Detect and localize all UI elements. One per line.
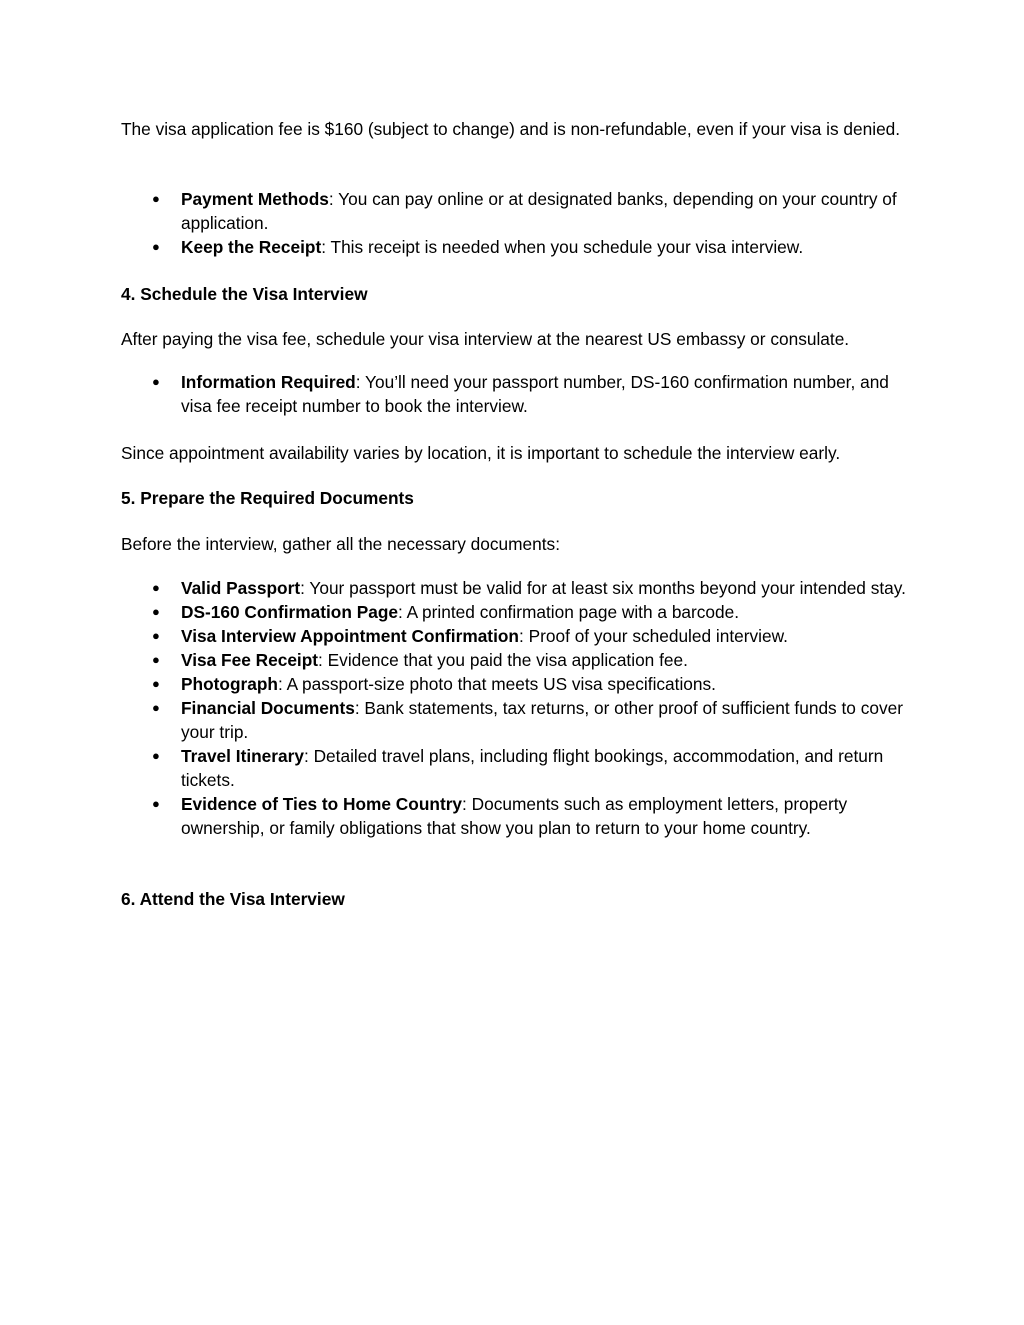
- bullet-icon: ●: [152, 374, 160, 389]
- section-6-heading: 6. Attend the Visa Interview: [121, 889, 345, 909]
- list-item: [121, 370, 911, 418]
- section-4-paragraph: After paying the visa fee, schedule your visa interview at the nearest US embassy or consulate.: [121, 329, 850, 349]
- bullet-icon: ●: [152, 191, 160, 206]
- bullet-text: : Bank statements, tax returns, or other proof of sufficient funds to cover your trip.: [181, 698, 903, 742]
- bullet-term: Keep the Receipt: [181, 237, 322, 257]
- bullet-text: : Your passport must be valid for at least six months beyond your intended stay.: [300, 578, 906, 598]
- bullet-term: Payment Methods: [181, 189, 329, 209]
- bullet-term: Photograph: [181, 674, 278, 694]
- bullet-term: Travel Itinerary: [181, 746, 304, 766]
- bullet-text: : Detailed travel plans, including flight bookings, accommodation, and return tickets.: [181, 746, 884, 790]
- bullet-term: Information Required: [181, 372, 356, 392]
- bullet-text: : Evidence that you paid the visa application fee.: [318, 650, 688, 670]
- list-item: [121, 187, 911, 235]
- bullet-term: Evidence of Ties to Home Country: [181, 794, 463, 814]
- bullet-text: : This receipt is needed when you schedule your visa interview.: [321, 237, 804, 257]
- section-5-bullet-list: [121, 576, 911, 840]
- fee-bullet-list: [121, 187, 911, 259]
- bullet-term: Visa Interview Appointment Confirmation: [181, 626, 519, 646]
- bullet-term: DS-160 Confirmation Page: [181, 602, 399, 622]
- bullet-icon: ●: [152, 580, 160, 595]
- bullet-text: : You can pay online or at designated banks, depending on your country of application.: [181, 189, 897, 233]
- bullet-icon: ●: [152, 796, 160, 811]
- section-5-heading: 5. Prepare the Required Documents: [121, 488, 414, 508]
- bullet-text: : A passport-size photo that meets US visa specifications.: [277, 674, 716, 694]
- fee-paragraph: The visa application fee is $160 (subject to change) and is non-refundable, even if your visa is denied.: [121, 119, 901, 139]
- bullet-icon: ●: [152, 628, 160, 643]
- list-item: [121, 648, 911, 672]
- bullet-icon: ●: [152, 676, 160, 691]
- list-item: [121, 672, 911, 696]
- bullet-icon: ●: [152, 700, 160, 715]
- list-item: [121, 744, 911, 792]
- bullet-text: : You’ll need your passport number, DS-160 confirmation number, and visa fee receipt number to book the interview.: [181, 372, 889, 416]
- list-item: [121, 576, 911, 600]
- list-item: [121, 792, 911, 840]
- bullet-text: : Proof of your scheduled interview.: [518, 626, 788, 646]
- bullet-icon: ●: [152, 652, 160, 667]
- list-item: [121, 696, 911, 744]
- list-item: [121, 600, 911, 624]
- section-4-closing: Since appointment availability varies by location, it is important to schedule the interview early.: [121, 443, 841, 463]
- bullet-icon: ●: [152, 748, 160, 763]
- bullet-icon: ●: [152, 604, 160, 619]
- bullet-term: Valid Passport: [181, 578, 301, 598]
- list-item: [121, 235, 911, 259]
- bullet-term: Visa Fee Receipt: [181, 650, 319, 670]
- bullet-icon: ●: [152, 239, 160, 254]
- section-4-heading: 4. Schedule the Visa Interview: [121, 284, 368, 304]
- section-4-bullet-list: [121, 370, 911, 418]
- list-item: [121, 624, 911, 648]
- bullet-text: : Documents such as employment letters, property ownership, or family obligations that show you plan to return to your home country.: [181, 794, 848, 838]
- bullet-term: Financial Documents: [181, 698, 355, 718]
- bullet-text: : A printed confirmation page with a barcode.: [398, 602, 740, 622]
- section-5-paragraph: Before the interview, gather all the necessary documents:: [121, 534, 560, 554]
